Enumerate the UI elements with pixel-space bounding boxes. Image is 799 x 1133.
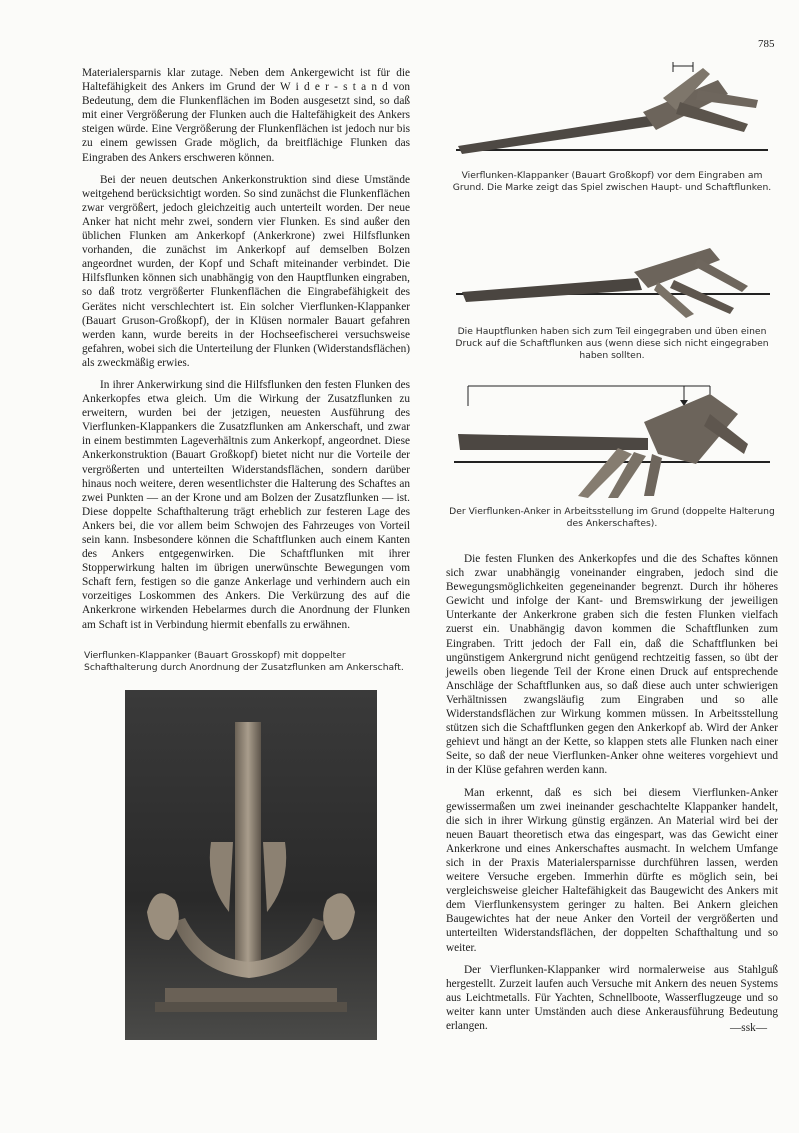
paragraph: Der Vierflunken-Klappanker wird normalerweise aus Stahlguß hergestellt. Zurzeit laufen auch Versuche mit Ankern des neuen Systems aus Leichtmetalls. Für Yachten, Schnellboote, Wasserflugzeuge und so weiter kann unter Umständen auch diese Ankerausführung Bedeutung erlangen. (446, 963, 778, 1032)
left-column-text (82, 66, 410, 640)
anchor-photo (125, 690, 377, 1040)
figure-1-caption: Vierflunken-Klappanker (Bauart Großkopf) vor dem Eingraben am Grund. Die Marke zeigt das Spiel zwischen Haupt- und Schaftflunken. (452, 170, 772, 193)
figure-2-caption: Die Hauptflunken haben sich zum Teil eingegraben und üben einen Druck auf die Schaftflunken aus (wenn diese sich nicht eingegraben haben sollten. (455, 326, 769, 361)
figure-3-caption: Der Vierflunken-Anker in Arbeitsstellung im Grund (doppelte Halterung des Ankerschaftes). (449, 506, 775, 529)
paragraph: Materialersparnis klar zutage. Neben dem Ankergewicht ist für die Haltefähigkeit des Ankers im Grund der W i d e r - s t a n d von Bedeutung, dem die Flunkenflächen im Boden ausgesetzt sind, so daß mit einer Vergrößerung der Flunken auch die Haltefähigkeit des Ankers steigen würde. Eine Vergrößerung der Flunkenflächen ist jedoch nur bis zu einem gewissen Grade möglich, da breitflächige Flunken das Eingraben des Ankers erschweren können. (82, 67, 410, 164)
page-number: 785 (758, 38, 775, 50)
paragraph: Man erkennt, daß es sich bei diesem Vierflunken-Anker gewissermaßen um zwei ineinander geschachtelte Klappanker handelt, die sich in ihrer Wirkung günstig ergänzen. An Material wird bei der neuen Bauart theoretisch etwa das eingespart, was das Gewicht einer Ankerkrone und eines Ankerschaftes ausmacht. In welchem Umfange sich in der Praxis Materialersparnisse durchführen lassen, werden weitere Versuche ergeben. Immerhin dürfte es möglich sein, bei vergleichsweise gleicher Haltefähigkeit das Baugewicht des Ankers mit dem Vierflunkensystem geringer zu halten. Bei Ankern gleichen Baugewichtes hat der neue Anker den Vorteil der vergrößerten und unterteilten Widerstandsflächen, der doppelten Schafthaltung und so weiter. (446, 786, 778, 954)
figure-1-anchor-before-digging (448, 60, 778, 164)
author-signature: —ssk— (730, 1022, 768, 1034)
paragraph: Die festen Flunken des Ankerkopfes und die des Schaftes können sich zwar unabhängig voneinander eingraben, jedoch sind die Bewegungsmöglichkeiten gegeneinander begrenzt. Durch ihr höheres Gewicht und infolge der Kant- und Bremswirkung der jeweiligen Unterkante der Ankerkrone graben sich die festen Flunken vielfach zuerst ein. Unabhängig davon kommen die Schaftflunken zum Eingraben. Tritt jedoch der Fall ein, daß die Schaftflunken bei ungünstigem Ankergrund nicht genügend rechtzeitig fassen, so übt der jeweils oben liegende Teil der Krone einen Druck auf entsprechende Anschläge der Schaftflunken aus, so daß diese auch unter schwierigen Verhältnissen zwangsläufig zum Eingraben und so alle Widerstandsflächen zur Wirkung kommen müssen. In Arbeitsstellung stützen sich die Schaftflunken gegen den Ankerkopf ab. Wird der Anker gehievt und hängt an der Kette, so klappen stets alle Flunken nach einer Seite, so daß der neue Vierflunken-Anker ohne weiteres vorgehievt und in der Klüse gefahren werden kann. (446, 553, 778, 777)
paragraph: In ihrer Ankerwirkung sind die Hilfsflunken den festen Flunken des Ankerkopfes etwa gleich. Um die Wirkung der Zusatzflunken zu erweitern, wurden bei der jetzigen, neuesten Ausführung des Vierflunken-Klappankers die Zusatzflunken am Ankerschaft, und zwar in einem bestimmten Lageverhältnis zum Ankerkopf, angeordnet. Diese Ankerkonstruktion (Bauart Großkopf) bietet nicht nur die Vorteile der vergrößerten und unterteilten Widerstandsflächen, sondern darüber hinaus noch weitere, deren wesentlichster die Halterung des Schaftes an zwei Punkten — an der Krone und am Bolzen der Zusatzflunken — ist. Diese doppelte Schafthalterung trägt erheblich zur festeren Lage des Ankers bei, die vor allem beim Schwojen des Fahrzeuges von Vorteil sein kann. Insbesondere können die Schaftflunken auch einem Kanten des Ankers entgegenwirken. Die Schaftflunken mit ihrer Stopperwirkung halten im übrigen unerwünschte Bewegungen vom Schaft fern, festigen so die ganze Ankerlage und verhindern auch ein vorzeitiges Loskommen des Ankers. Die Verkürzung des auf die Ankerkrone wirkenden Hebelarmes durch die Anordnung der Flunken am Schaft ist in Verbindung hiermit ebenfalls zu erwähnen. (82, 378, 410, 631)
right-column-text (446, 552, 778, 1041)
photo-caption: Vierflunken-Klappanker (Bauart Grosskopf) mit doppelter Schafthalterung durch Anordnung der Zusatzflunken am Ankerschaft. (84, 650, 404, 673)
figure-2-flukes-partially-dug (448, 238, 778, 322)
paragraph: Bei der neuen deutschen Ankerkonstruktion sind diese Umstände weitgehend berücksichtigt worden. So sind zunächst die Flunkenflächen zwar vergrößert, jedoch gleichzeitig auch unterteilt worden. Der neue Anker hat nicht mehr zwei, sondern vier Flunken. Es sind außer den üblichen Flunken am Ankerkopf (Ankerkrone) zwei Hilfsflunken vorhanden, die zunächst im Ankerkopf auf demselben Bolzen angeordnet wurden, der Kopf und Schaft miteinander verbindet. Die Hilfsflunken können sich unabhängig von den Hauptflunken eingraben, so daß trotz vergrößerter Flunkenflächen die Eingrabefähigkeit des Gerätes nicht verschlechtert ist. Ein solcher Vierflunken-Klappanker (Bauart Gruson-Großkopf), der in Klüsen normaler Bauart gefahren werden kann, wurde bereits in der Hochseefischerei versuchsweise gefahren, wobei sich die Unterteilung der Flunken (Widerstandsflächen) als zweckmäßig erwies. (82, 173, 410, 369)
figure-3-anchor-working-position (448, 374, 778, 502)
